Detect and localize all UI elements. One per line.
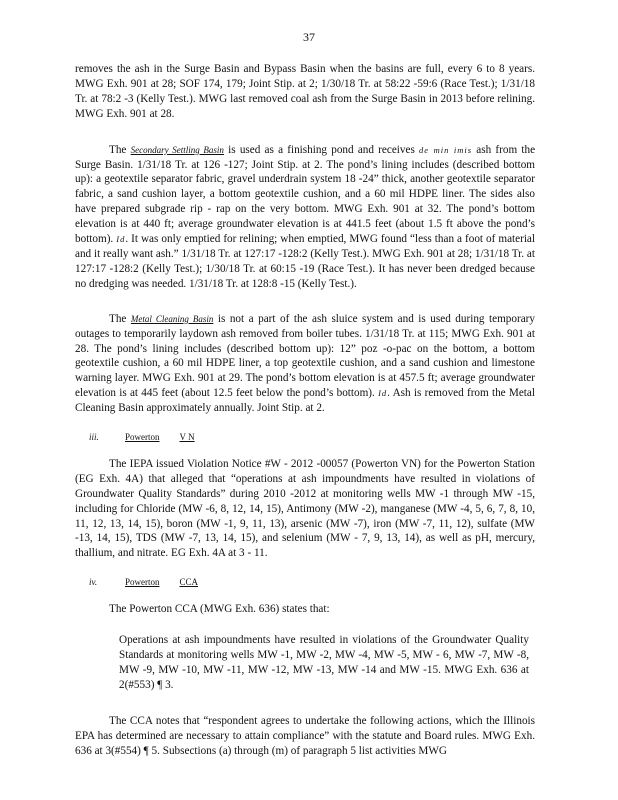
text-segment: is used as a finishing pond and receives — [228, 143, 415, 156]
section-heading-powerton-cca — [75, 575, 535, 590]
paragraph-metal-cleaning-basin — [75, 312, 535, 416]
block-quote: Operations at ash impoundments have resulted in violations of the Groundwater Quality Standards at monitoring wells MW -1, MW -2, MW -4, MW -5, MW - 6, MW -7, MW -8, MW -9, MW -10, MW -11, MW -12, MW -13, MW -14 and MW -15. MWG Exh. 636 at 2(#553) ¶ 3. — [119, 634, 529, 691]
section-heading-powerton-vn — [75, 430, 535, 445]
text-segment: . Ash is removed from the Metal Cleaning Basin approximately annually. Joint Stip. at 2. — [75, 387, 535, 415]
paragraph-violation-notice: The IEPA issued Violation Notice #W - 2012 -00057 (Powerton VN) for the Powerton Station (EG Exh. 4A) that alleged that “operations at ash impoundments have resulted in violations of Groundwater Quality Standards” during 2010 -2012 at monitoring wells MW -1 through MW -15, including for Chloride (MW -6, 8, 12, 14, 15), Antimony (MW -2), manganese (MW -4, 5, 6, 7, 8, 10, 11, 12, 13, 14, 15), boron (MW -1, 9, 11, 13), arsenic (MW -7), iron (MW -7, 11, 12), sulfate (MW -13, 14, 15), TDS (MW -7, 13, 14, 15), and selenium (MW - 7, 9, 13, 14), as well as pH, mercury, thallium, and nitrate. EG Exh. 4A at 3 - 11. — [75, 457, 535, 560]
heading-name: Powerton — [125, 432, 160, 443]
lead-word: The — [109, 312, 127, 325]
heading-number: iv. — [89, 577, 98, 588]
paragraph-cca-actions: The CCA notes that “respondent agrees to undertake the following actions, which the Illinois EPA has determined are necessary to attain compliance” with the statute and Board rules. MWG Exh. 636 at 3(#554) ¶ 5. Subsections (a) through (m) of paragraph 5 list activities MWG — [75, 714, 535, 757]
text-segment: ash from the Surge Basin. 1/31/18 Tr. at 126 -127; Joint Stip. at 2. The pond’s lining includes (described bottom up): a geotextile separator fabric, gravel underdrain system 18 -24” thick, another geotextile separator fabric, a sand cushion layer, a bottom geotextile cushion, and a 60 mil HDPE liner. The sides also have prepared subgrade rip - rap on the very bottom. MWG Exh. 901 at 32. The pond’s bottom elevation is at 440 ft; average groundwater elevation is at 441.5 feet (about 1.5 ft above the pond’s bottom). — [75, 143, 536, 246]
basin-name-metal: Metal Cleaning Basin — [130, 313, 214, 324]
basin-name-secondary: Secondary Settling Basin — [130, 144, 224, 155]
text-segment: . It was only emptied for relining; when emptied, MWG found “less than a foot of material and it really want ash.” 1/31/18 Tr. at 127:17 -128:2 (Kelly Test.). MWG Exh. 901 at 28; 1/31/18 Tr. at 127:17 -128:2 (Kelly Test.); 1/30/18 Tr. at 60:15 -19 (Race Test.). It has never been dredged because no dredging was needed. 1/31/18 Tr. at 128:8 -15 (Kelly Test.). — [75, 233, 536, 290]
document-body — [75, 62, 535, 758]
lead-word: The — [109, 143, 127, 156]
paragraph-cca-intro: The Powerton CCA (MWG Exh. 636) states that: — [109, 603, 330, 616]
heading-tail: V N — [179, 432, 195, 443]
paragraph-ash-removal: removes the ash in the Surge Basin and Bypass Basin when the basins are full, every 6 to 8 years. MWG Exh. 901 at 28; SOF 174, 179; Joint Stip. at 2; 1/30/18 Tr. at 58:22 -59:6 (Race Test.); 1/31/18 Tr. at 78:2 -3 (Kelly Test.). MWG last removed coal ash from the Surge Basin in 2013 before relining. MWG Exh. 901 at 28. — [75, 63, 535, 120]
id-citation: Id — [378, 388, 388, 399]
paragraph-secondary-settling-basin — [75, 143, 535, 292]
heading-name: Powerton — [125, 577, 160, 588]
heading-number: iii. — [89, 432, 99, 443]
page-number: 37 — [303, 30, 315, 44]
text-segment: is not a part of the ash sluice system and is used during temporary outages to temporarily laydown ash removed from boiler tubes. 1/31/18 Tr. at 115; MWG Exh. 901 at 28. The pond’s lining includes (described bottom up): 12” poz -o-pac on the bottom, a bottom geotextile cushion, a 60 mil HDPE liner, a top geotextile cushion, and a sand cushion and limestone warning layer. MWG Exh. 901 at 29. The pond’s bottom elevation is at 457.5 ft; average groundwater elevation is at 445 feet (about 12.5 feet below the pond’s bottom). — [75, 312, 535, 400]
italic-term: de min imis — [419, 144, 473, 155]
id-citation: Id — [116, 234, 126, 245]
heading-tail: CCA — [179, 577, 199, 588]
